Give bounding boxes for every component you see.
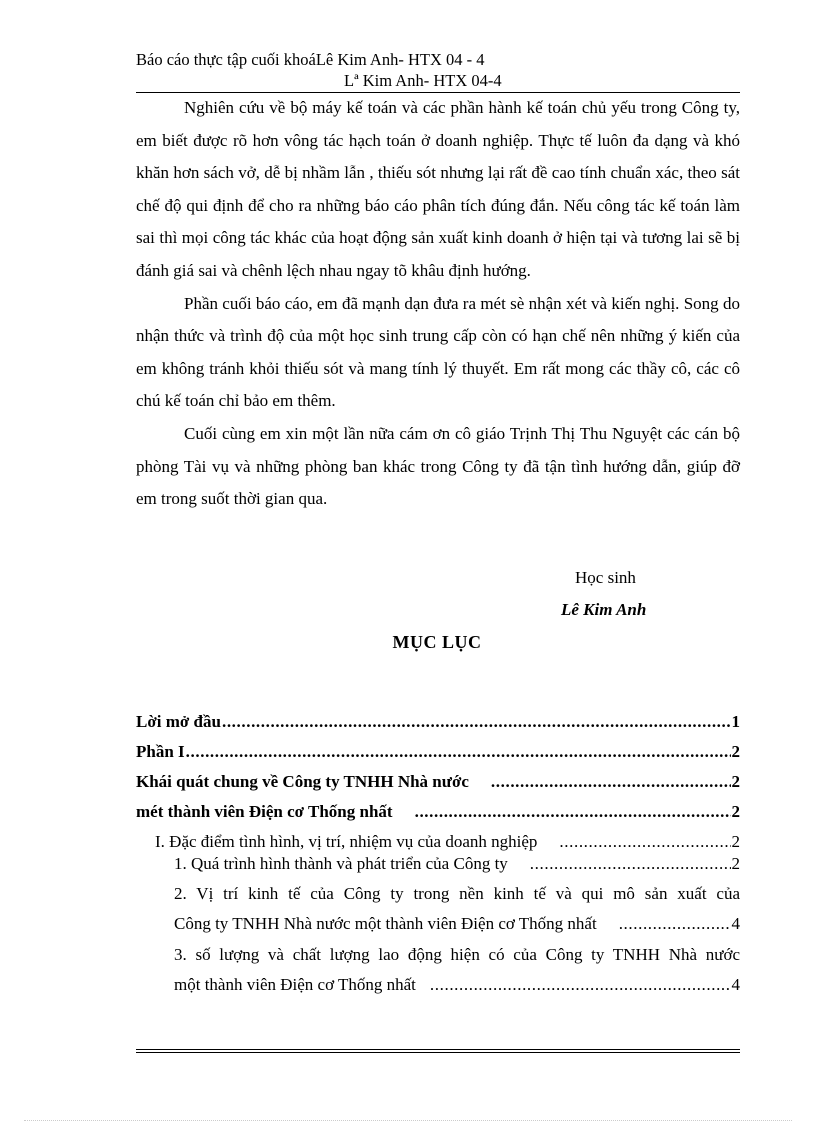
toc-entry-page: 4 [731, 975, 740, 994]
toc-entry-page: 2 [731, 742, 740, 761]
header-author: Lª Kim Anh- HTX 04-4 [344, 71, 502, 90]
toc-entry-text: Phần I [136, 742, 185, 761]
signature-role: Học sinh [575, 568, 636, 587]
toc-leader [430, 974, 731, 996]
toc-leader [619, 913, 731, 935]
toc-entry[interactable] [136, 741, 740, 763]
toc-entry[interactable] [136, 711, 740, 733]
toc-leader [186, 741, 731, 763]
page-edge [24, 1120, 792, 1121]
toc-entry[interactable] [136, 771, 740, 793]
toc-entry-text: Công ty TNHH Nhà nước một thành viên Điện cơ Thống nhất [174, 914, 597, 933]
toc-leader [491, 771, 731, 793]
paragraph: Cuối cùng em xin một lần nữa cám ơn cô giáo Trịnh Thị Thu Nguyệt các cán bộ phòng Tài vụ và những phòng ban khác trong Công ty đã tận tình hướng dẫn, giúp đỡ em trong suốt thời gian qua. [136, 423, 740, 509]
toc-entry[interactable] [174, 974, 740, 996]
toc-entry-text: Lời mở đầu [136, 712, 221, 731]
toc-leader [222, 711, 731, 733]
paragraph: Nghiên cứu về bộ máy kế toán và các phần hành kế toán chủ yếu trong Công ty, em biết được rõ hơn vông tác hạch toán ở doanh nghiệp. Thực tế luôn đa dạng và khó khăn hơn sách vở, dễ bị nhầm lẫn , thiếu sót nhưng lại rất đề cao tính chuẩn xác, theo sát chế độ qui định để cho ra những báo cáo phân tích đúng đắn. Nếu công tác kế toán làm sai thì mọi công tác khác của hoạt động sản xuất kinh doanh ở hiện tại và tương lai sẽ bị đánh giá sai và chênh lệch nhau ngay tõ khâu định hướng. [136, 98, 740, 280]
toc-entry[interactable] [155, 831, 740, 853]
footer-divider [136, 1049, 740, 1050]
conclusion-text [136, 92, 740, 516]
toc-entry-page: 1 [731, 712, 740, 731]
toc-entry-text-line1[interactable]: 3. số lượng và chất lượng lao động hiện có của Công ty TNHH Nhà nước [174, 945, 740, 964]
toc-entry-page: 4 [731, 914, 740, 933]
toc-entry-text: Khái quát chung về Công ty TNHH Nhà nước [136, 772, 469, 791]
toc-entry-page: 2 [731, 802, 740, 821]
toc-entry[interactable] [136, 801, 740, 823]
toc-entry-page: 2 [731, 772, 740, 791]
footer-divider [136, 1052, 740, 1053]
toc-entry-text: một thành viên Điện cơ Thống nhất [174, 975, 416, 994]
toc-entry-text-line1[interactable]: 2. Vị trí kinh tế của Công ty trong nền kinh tế và qui mô sản xuất của [174, 884, 740, 903]
toc-leader [530, 853, 731, 875]
toc-leader [559, 831, 730, 853]
toc-entry-page: 2 [731, 854, 740, 873]
toc-title: MỤC LỤC [392, 632, 482, 652]
toc-entry-text: 1. Quá trình hình thành và phát triển của Công ty [174, 854, 508, 873]
paragraph: Phần cuối báo cáo, em đã mạnh dạn đưa ra mét sè nhận xét và kiến nghị. Song do nhận thức và trình độ của một học sinh trung cấp còn có hạn chế nên những ý kiến của em không tránh khỏi thiếu sót và mang tính lý thuyết. Em rất mong các thầy cô, các cô chú kế toán chỉ bảo em thêm. [136, 293, 740, 411]
toc-leader [415, 801, 731, 823]
toc-entry[interactable] [174, 853, 740, 875]
toc-entry-page: 2 [731, 832, 740, 851]
toc-entry-text: I. Đặc điểm tình hình, vị trí, nhiệm vụ của doanh nghiệp [155, 832, 538, 851]
toc-entry-text: mét thành viên Điện cơ Thống nhất [136, 802, 393, 821]
toc-entry[interactable] [174, 913, 740, 935]
signature-name: Lê Kim Anh [561, 600, 647, 619]
header-title: Báo cáo thực tập cuối khoáLê Kim Anh- HTX 04 - 4 [136, 50, 485, 69]
